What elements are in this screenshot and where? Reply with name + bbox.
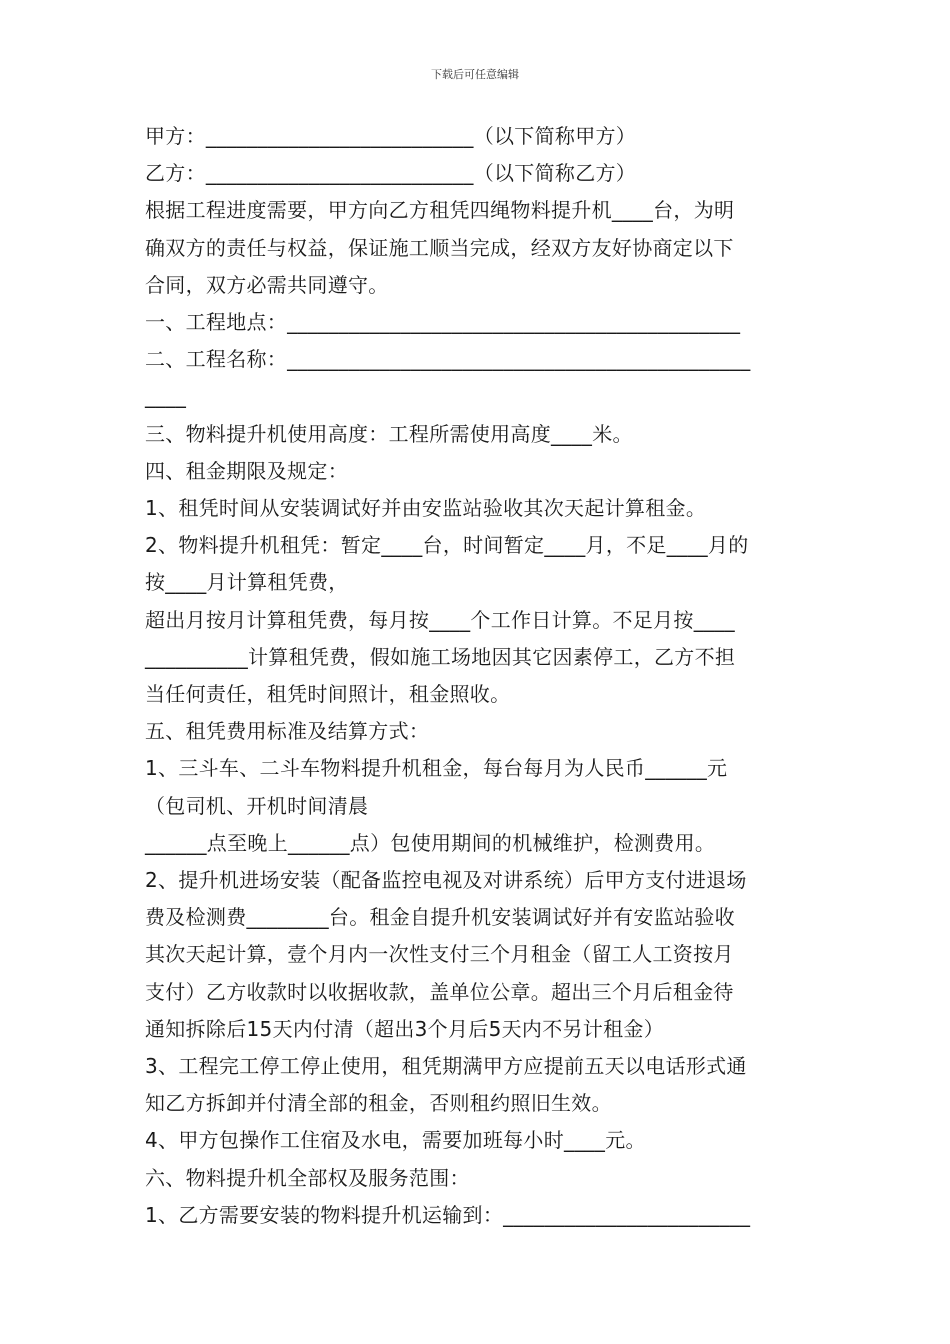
party-a-line: 甲方：__________________________（以下简称甲方）	[145, 124, 637, 148]
clause-line: 知乙方拆卸并付清全部的租金，否则租约照旧生效。	[145, 1091, 612, 1116]
clause-line: 1、租凭时间从安装调试好并由安监站验收其次天起计算租金。	[145, 496, 707, 521]
preamble-line: 根据工程进度需要，甲方向乙方租凭四绳物料提升机____台，为明	[145, 198, 735, 223]
clause-line: 费及检测费________台。租金自提升机安装调试好并有安监站验收	[145, 905, 735, 930]
section-5-heading: 五、租凭费用标准及结算方式：	[145, 719, 430, 744]
preamble-line: 确双方的责任与权益，保证施工顺当完成，经双方友好协商定以下	[145, 235, 734, 260]
header-note: 下载后可任意编辑	[431, 68, 519, 81]
clause-line: 超出月按月计算租凭费，每月按____个工作日计算。不足月按____	[145, 607, 735, 632]
clause-line: 1、三斗车、二斗车物料提升机租金，每台每月为人民币______元	[145, 756, 728, 781]
clause-line: 2、物料提升机租凭：暂定____台，时间暂定____月，不足____月的	[145, 533, 749, 558]
section-4-heading: 四、租金期限及规定：	[145, 458, 348, 483]
clause-line: 通知拆除后15天内付清（超出3个月后5天内不另计租金）	[145, 1016, 664, 1041]
section-2-continuation: ____	[145, 384, 187, 409]
section-3-usage-height: 三、物料提升机使用高度：工程所需使用高度____米。	[145, 421, 633, 446]
clause-line: 2、提升机进场安装（配备监控电视及对讲系统）后甲方支付进退场	[145, 868, 747, 893]
section-1-project-location: 一、工程地点：____________________________________________	[145, 310, 741, 335]
preamble-line: 合同，双方必需共同遵守。	[145, 272, 389, 297]
clause-line: 当任何责任，租凭时间照计，租金照收。	[145, 682, 511, 707]
clause-line: 支付）乙方收款时以收据收款，盖单位公章。超出三个月后租金待	[145, 979, 734, 1004]
clause-line: 3、工程完工停工停止使用，租凭期满甲方应提前五天以电话形式通	[145, 1054, 747, 1079]
clause-line: 按____月计算租凭费，	[145, 570, 349, 595]
clause-line: 其次天起计算，壹个月内一次性支付三个月租金（留工人工资按月	[145, 942, 734, 967]
clause-line: （包司机、开机时间清晨	[145, 793, 369, 818]
clause-line: 1、乙方需要安装的物料提升机运输到：________________________	[145, 1202, 751, 1227]
clause-line: __________计算租凭费，假如施工场地因其它因素停工，乙方不担	[145, 644, 736, 669]
party-b-line: 乙方：__________________________（以下简称乙方）	[145, 161, 637, 186]
clause-line: ______点至晚上______点）包使用期间的机械维护，检测费用。	[145, 830, 716, 855]
document-body	[145, 118, 810, 1234]
section-2-project-name: 二、工程名称：_____________________________________________	[145, 347, 751, 372]
section-6-heading: 六、物料提升机全部权及服务范围：	[145, 1165, 470, 1190]
clause-line: 4、甲方包操作工住宿及水电，需要加班每小时____元。	[145, 1128, 646, 1153]
